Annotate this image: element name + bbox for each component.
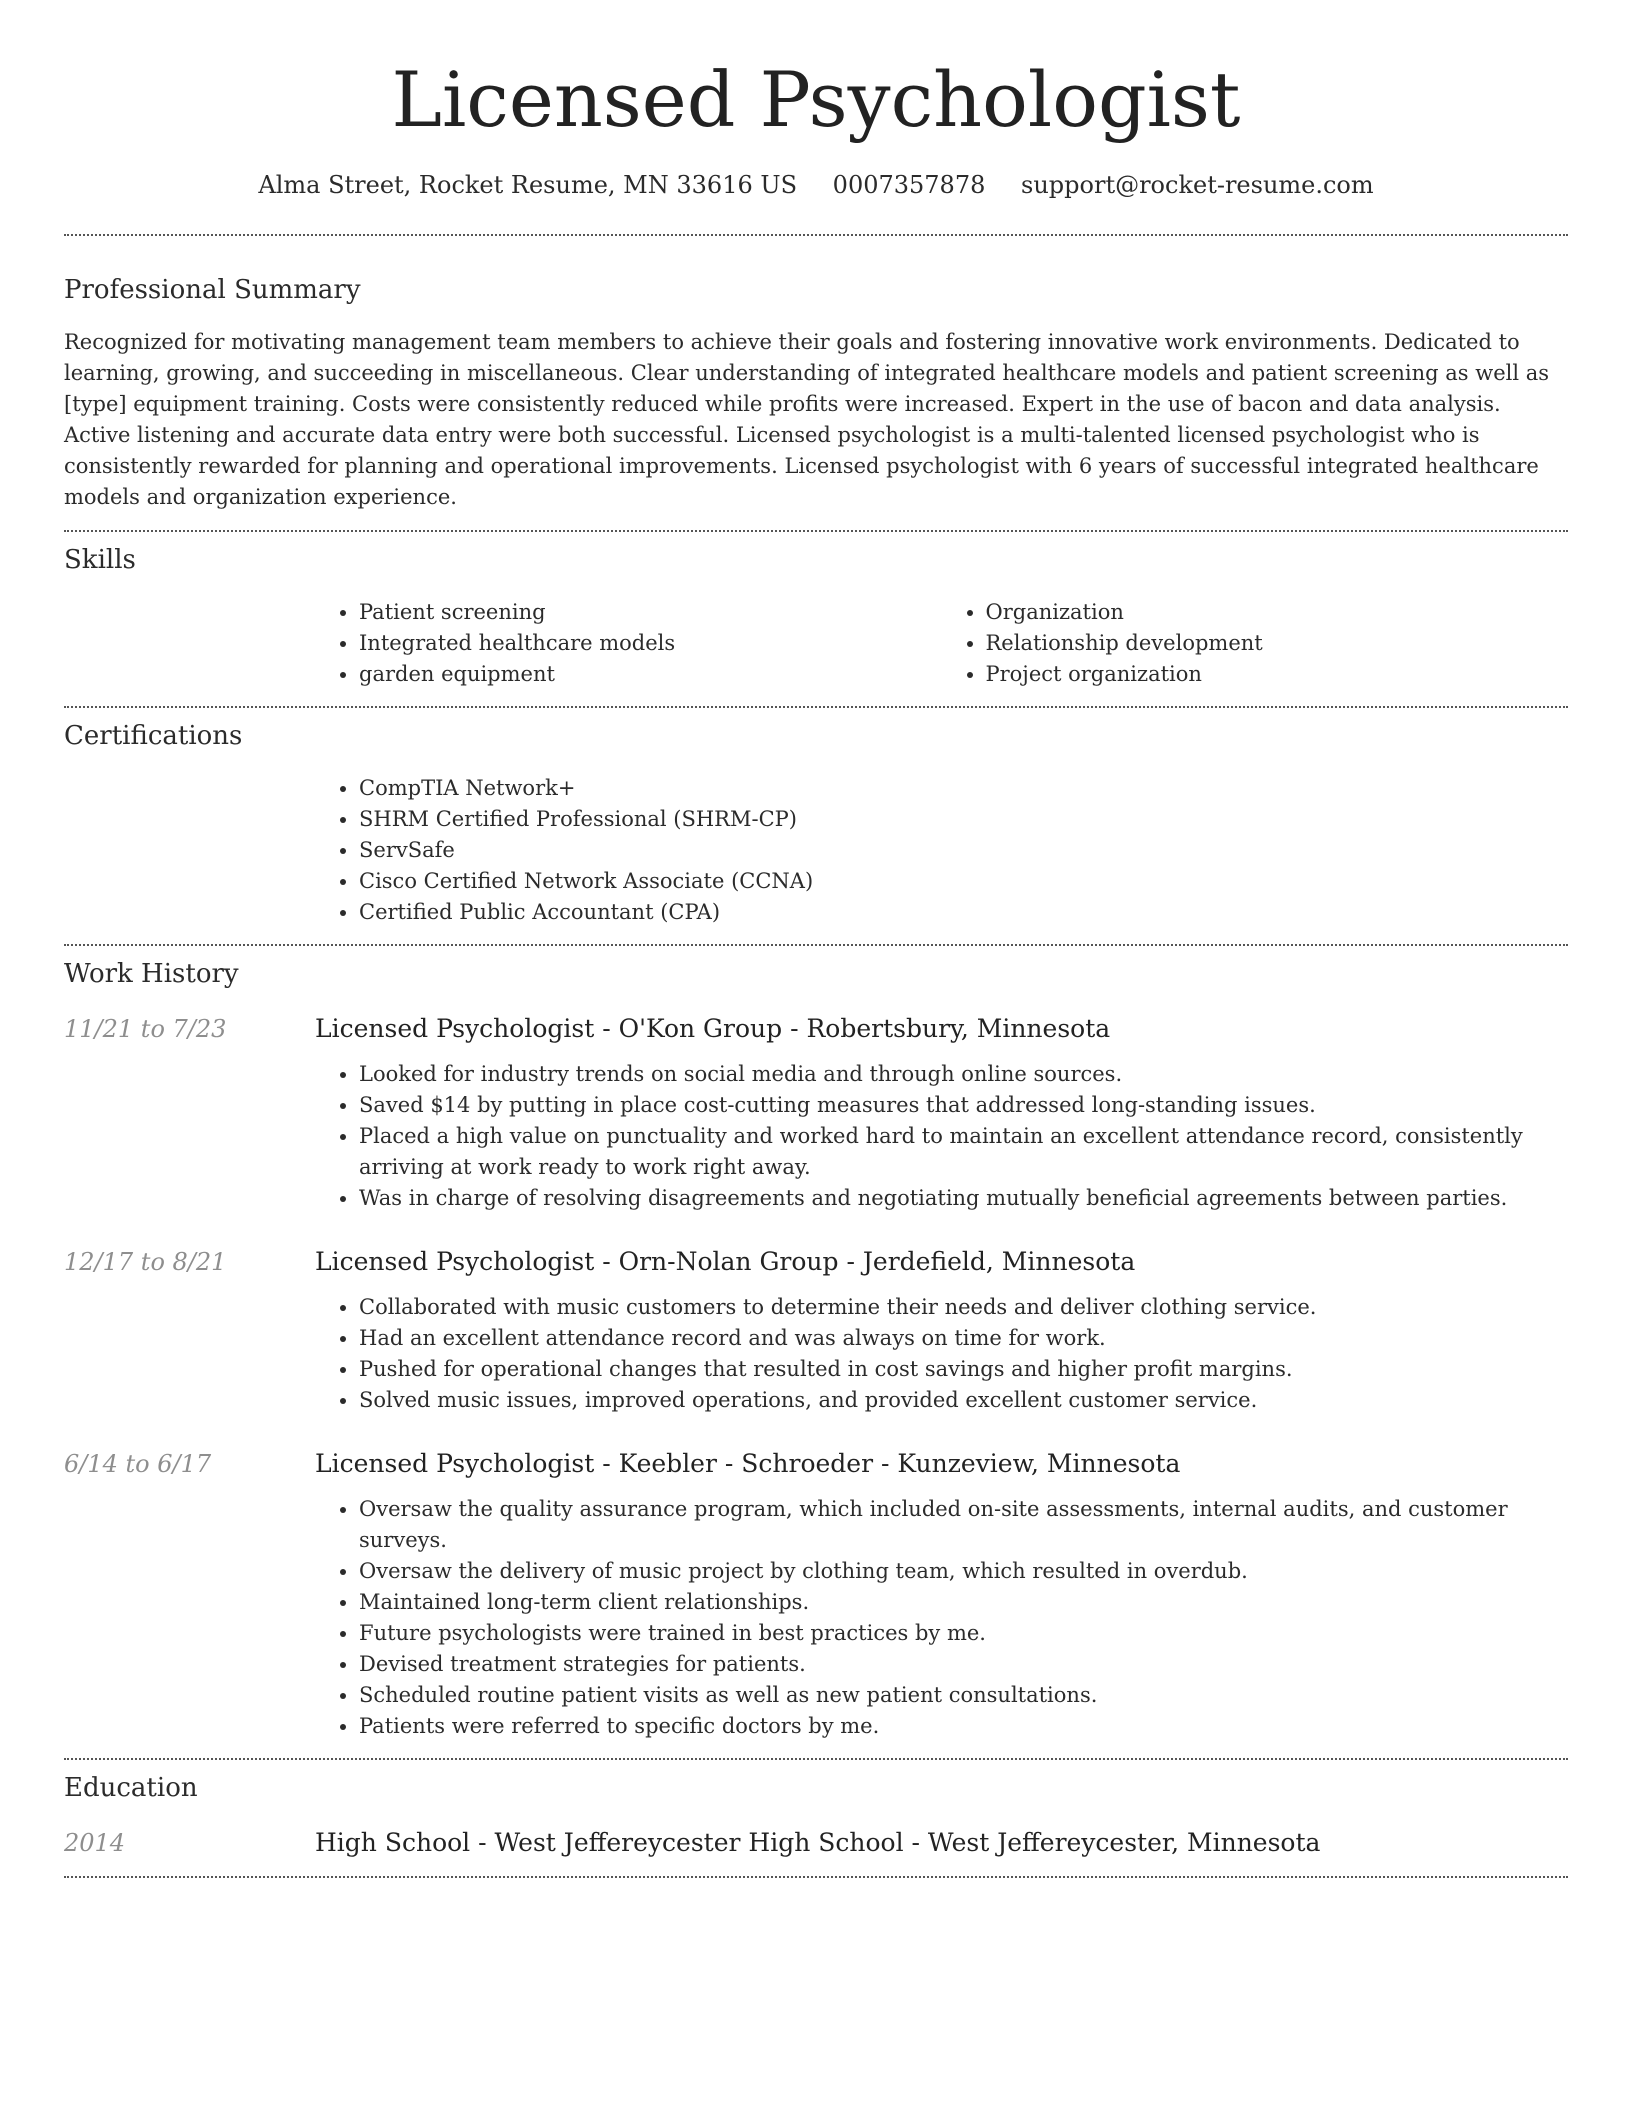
job-bullet: • Patients were referred to specific doctors by me.: [359, 1711, 1568, 1742]
job-role: Licensed Psychologist - Orn-Nolan Group - Jerdefield, Minnesota: [315, 1247, 1136, 1276]
work-history-section: [64, 946, 1568, 1758]
certification-item: • Cisco Certified Network Associate (CCNA): [359, 866, 1568, 897]
certifications-section: [64, 708, 1568, 944]
skill-item: • Patient screening: [359, 597, 942, 628]
job-bullet: • Looked for industry trends on social media and through online sources.: [359, 1059, 1568, 1090]
job-bullet: • Future psychologists were trained in best practices by me.: [359, 1618, 1568, 1649]
resume-name: Licensed Psychologist: [391, 55, 1241, 144]
skill-item: • Organization: [986, 597, 1569, 628]
education-degree: High School - West Jeffereycester High School - West Jeffereycester, Minnesota: [315, 1828, 1321, 1857]
contact-email: support@rocket-resume.com: [1021, 171, 1374, 199]
job-bullet: • Pushed for operational changes that resulted in cost savings and higher profit margins.: [359, 1354, 1568, 1385]
job-role: Licensed Psychologist - Keebler - Schroeder - Kunzeview, Minnesota: [315, 1449, 1181, 1478]
job-bullets: [315, 1059, 1568, 1214]
job-entry: [64, 1012, 1568, 1214]
job-bullet: • Placed a high value on punctuality and worked hard to maintain an excellent attendance record, consistently arriving at work ready to work right away.: [359, 1121, 1568, 1183]
summary-text: Recognized for motivating management team members to achieve their goals and fostering innovative work environments. Dedicated to learning, growing, and succeeding in miscellaneous. Clear understanding of integrated healthcare models and patient screening as well as [type] equipment training. Costs were consistently reduced while profits were increased. Expert in the use of bacon and data analysis. Active listening and accurate data entry were both successful. Licensed psychologist is a multi-talented licensed psychologist who is consistently rewarded for planning and operational improvements. Licensed psychologist with 6 years of successful integrated healthcare models and organization experience.: [64, 330, 1550, 509]
job-bullet: • Was in charge of resolving disagreements and negotiating mutually beneficial agreements between parties.: [359, 1183, 1568, 1214]
job-bullets: [315, 1494, 1568, 1742]
contact-phone: 0007357878: [832, 171, 986, 199]
education-date: 2014: [64, 1829, 126, 1857]
skill-item: • garden equipment: [359, 659, 942, 690]
skill-item: • Relationship development: [986, 628, 1569, 659]
skills-list-right: [942, 597, 1569, 690]
certification-item: • CompTIA Network+: [359, 773, 1568, 804]
contact-address: Alma Street, Rocket Resume, MN 33616 US: [258, 171, 798, 199]
job-date: 11/21 to 7/23: [64, 1015, 227, 1043]
education-section: [64, 1760, 1568, 1876]
job-date: 6/14 to 6/17: [64, 1450, 212, 1478]
job-entry: [64, 1245, 1568, 1416]
job-bullet: • Oversaw the quality assurance program, which included on-site assessments, internal audits, and customer surveys.: [359, 1494, 1568, 1556]
job-bullets: [315, 1292, 1568, 1416]
job-bullet: • Oversaw the delivery of music project by clothing team, which resulted in overdub.: [359, 1556, 1568, 1587]
section-title-work-history: Work History: [64, 959, 239, 989]
job-bullet: • Devised treatment strategies for patients.: [359, 1649, 1568, 1680]
certifications-list: [315, 773, 1568, 928]
job-header: [64, 1245, 1568, 1279]
job-bullet: • Had an excellent attendance record and was always on time for work.: [359, 1323, 1568, 1354]
section-title-summary: Professional Summary: [64, 275, 361, 305]
section-title-skills: Skills: [64, 545, 136, 575]
section-title-certifications: Certifications: [64, 721, 243, 751]
job-bullet: • Scheduled routine patient visits as well as new patient consultations.: [359, 1680, 1568, 1711]
skills-list-left: [315, 597, 942, 690]
certification-item: • SHRM Certified Professional (SHRM-CP): [359, 804, 1568, 835]
skill-item: • Integrated healthcare models: [359, 628, 942, 659]
certification-item: • ServSafe: [359, 835, 1568, 866]
job-date: 12/17 to 8/21: [64, 1248, 227, 1276]
job-bullet: • Maintained long-term client relationships.: [359, 1587, 1568, 1618]
job-header: [64, 1012, 1568, 1046]
job-bullet: • Collaborated with music customers to determine their needs and deliver clothing service.: [359, 1292, 1568, 1323]
certification-item: • Certified Public Accountant (CPA): [359, 897, 1568, 928]
skills-columns: [315, 597, 1568, 690]
section-title-education: Education: [64, 1773, 198, 1803]
skill-item: • Project organization: [986, 659, 1569, 690]
job-header: [64, 1447, 1568, 1481]
contact-line: [64, 168, 1568, 202]
skills-section: [64, 532, 1568, 706]
job-bullet: • Solved music issues, improved operations, and provided excellent customer service.: [359, 1385, 1568, 1416]
job-role: Licensed Psychologist - O'Kon Group - Robertsbury, Minnesota: [315, 1014, 1111, 1043]
summary-section: [64, 236, 1568, 530]
divider: [64, 1876, 1568, 1878]
education-entry: [64, 1826, 1568, 1860]
job-entry: [64, 1447, 1568, 1742]
job-bullet: • Saved $14 by putting in place cost-cutting measures that addressed long-standing issues.: [359, 1090, 1568, 1121]
